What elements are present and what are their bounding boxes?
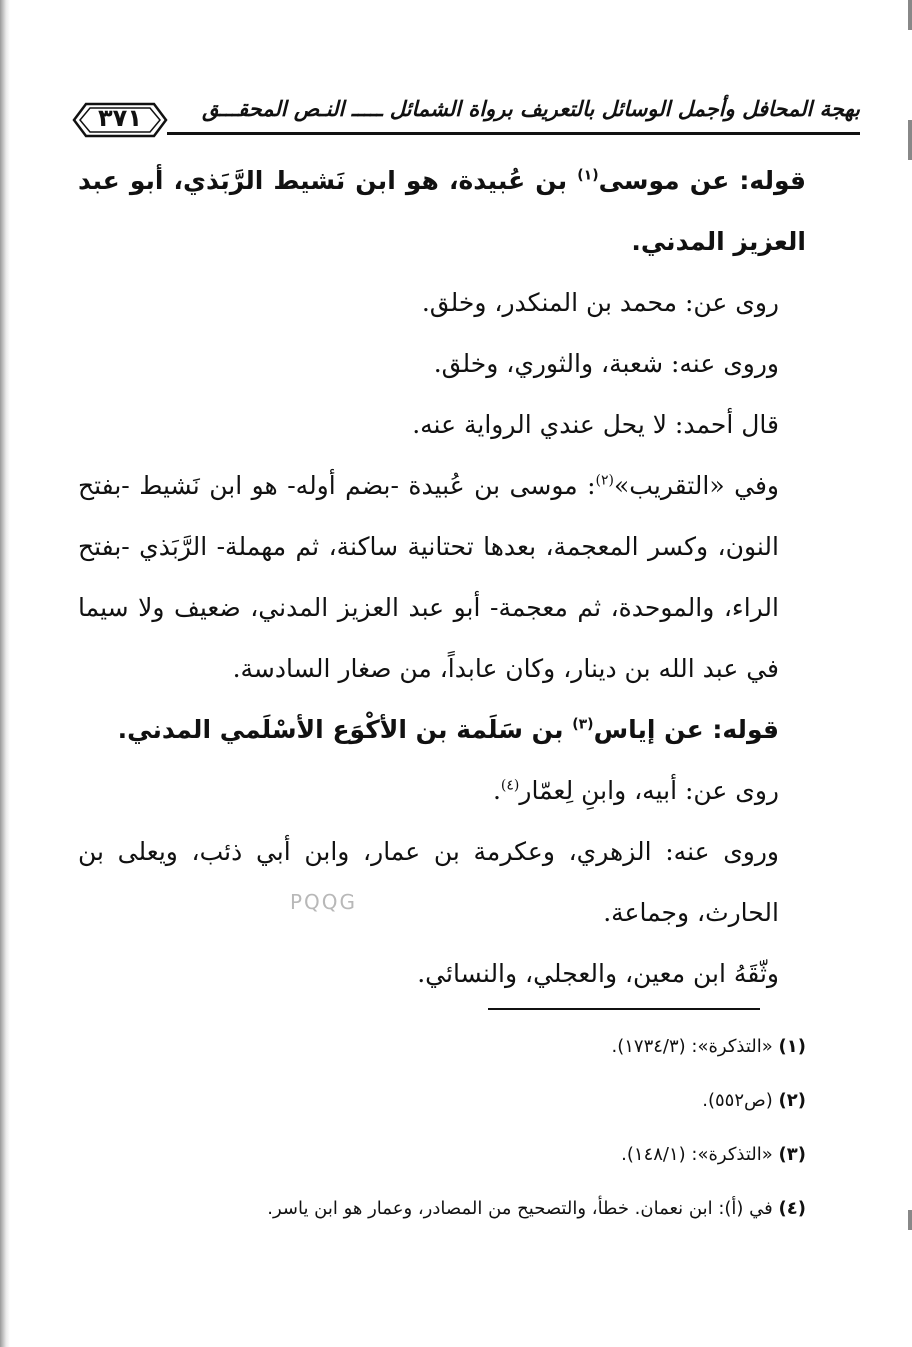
footnote bbox=[150, 1128, 806, 1182]
paragraph: وروى عنه: الزهري، وعكرمة بن عمار، وابن أبي ذئب، ويعلى بن الحارث، وجماعة. bbox=[78, 837, 779, 927]
page-number: ٣٧١ bbox=[98, 104, 142, 132]
lemma-text: بن عُبيدة، هو ابن نَشيط الرَّبَذي، أبو عبد العزيز المدني. bbox=[78, 166, 806, 256]
scan-edge-mark bbox=[908, 1210, 912, 1230]
footnote bbox=[150, 1182, 806, 1236]
footnote-text: «التذكرة»: (١٤٨/١). bbox=[621, 1144, 773, 1165]
scan-edge-shadow bbox=[0, 0, 10, 1347]
footnote bbox=[150, 1074, 806, 1128]
paragraph bbox=[78, 455, 806, 699]
running-title: بهجة المحافل وأجمل الوسائل بالتعريف برواة الشمائل ـــــ النـص المحقـــق bbox=[202, 96, 860, 121]
lemma-paragraph bbox=[78, 699, 806, 760]
main-text bbox=[78, 150, 806, 1004]
scan-edge-mark bbox=[908, 0, 912, 30]
running-header bbox=[72, 92, 860, 142]
footnote-number: (١) bbox=[778, 1036, 806, 1057]
header-rule bbox=[167, 132, 860, 135]
lemma-paragraph bbox=[78, 150, 806, 272]
paragraph: قال أحمد: لا يحل عندي الرواية عنه. bbox=[412, 410, 779, 439]
faint-stamp: PQQG bbox=[290, 890, 358, 914]
footnote-ref: (١) bbox=[577, 167, 599, 184]
lemma-text: قوله: عن إياس bbox=[593, 715, 779, 744]
page-number-badge bbox=[72, 100, 168, 140]
paragraph-text: . bbox=[492, 776, 501, 805]
footnotes bbox=[150, 1020, 806, 1236]
paragraph: وثّقَهُ ابن معين، والعجلي، والنسائي. bbox=[417, 959, 779, 988]
footnote bbox=[150, 1020, 806, 1074]
footnote-ref: (٣) bbox=[572, 716, 594, 733]
paragraph bbox=[78, 760, 806, 821]
lemma-text: قوله: عن موسى bbox=[598, 166, 807, 195]
footnote-number: (٤) bbox=[778, 1198, 806, 1219]
footnote-text: في (أ): ابن نعمان. خطأ، والتصحيح من المصادر، وعمار هو ابن ياسر. bbox=[267, 1198, 773, 1219]
footnote-ref: (٤) bbox=[500, 777, 520, 794]
paragraph: وروى عنه: شعبة، والثوري، وخلق. bbox=[433, 349, 779, 378]
footnote-number: (٢) bbox=[778, 1090, 806, 1111]
footnote-separator bbox=[488, 1008, 760, 1010]
lemma-text: بن سَلَمة بن الأكْوَع الأسْلَمي المدني. bbox=[117, 715, 573, 744]
footnote-text: (ص٥٥٢). bbox=[702, 1090, 773, 1111]
footnote-number: (٣) bbox=[778, 1144, 806, 1165]
footnote-ref: (٢) bbox=[595, 472, 615, 489]
paragraph-text: روى عن: أبيه، وابنِ لِعمّار bbox=[519, 776, 779, 805]
scan-edge-mark bbox=[908, 120, 912, 160]
paragraph: روى عن: محمد بن المنكدر، وخلق. bbox=[421, 288, 779, 317]
paragraph-text: وفي «التقريب» bbox=[614, 471, 779, 500]
paragraph-text: : موسى بن عُبيدة -بضم أوله- هو ابن نَشيط -بفتح النون، وكسر المعجمة، بعدها تحتانية ساكنة، ثم مهملة- الرَّبَذي -بفتح الراء، والموحدة، ثم معجمة- أبو عبد العزيز المدني، ضعيف ولا سيما في عبد الله بن دينار، وكان عابداً، من صغار السادسة. bbox=[78, 471, 779, 683]
footnote-text: «التذكرة»: (١٧٣٤/٣). bbox=[611, 1036, 773, 1057]
